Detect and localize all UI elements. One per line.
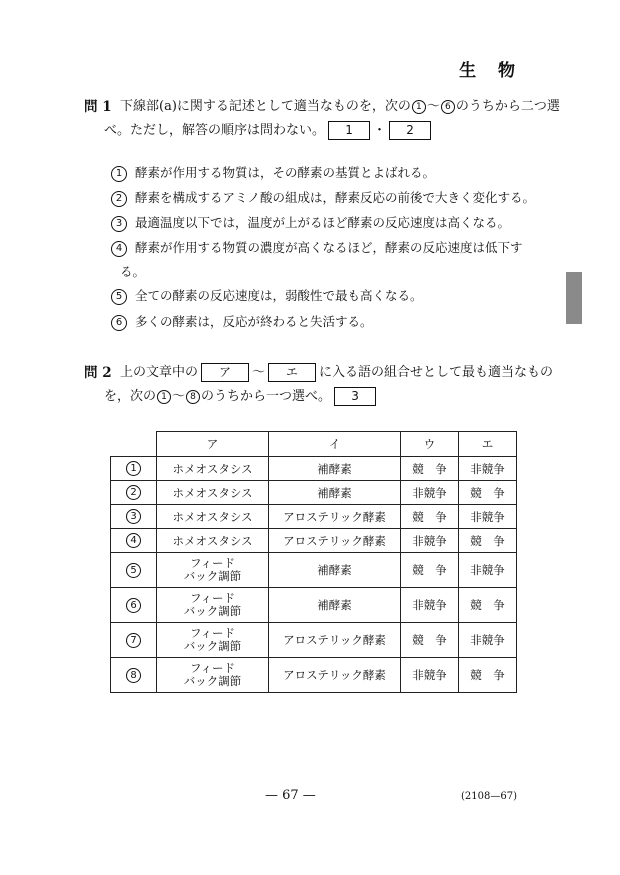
document-code: (2108—67) bbox=[461, 791, 517, 802]
cell-u: 非競争 bbox=[401, 588, 459, 623]
row-number-cell bbox=[111, 623, 157, 658]
q1-stem-text-c: べ。ただし，解答の順序は問わない。 bbox=[104, 123, 326, 138]
q2-range-end: 8 bbox=[186, 390, 200, 404]
option-text: 最適温度以下では，温度が上がるほど酵素の反応速度は高くなる。 bbox=[135, 215, 511, 230]
side-index-tab bbox=[566, 272, 582, 324]
cell-u: 非競争 bbox=[401, 529, 459, 553]
option-number: 2 bbox=[111, 191, 127, 207]
option-number: 6 bbox=[111, 315, 127, 331]
cell-a bbox=[157, 658, 269, 693]
cell-i: 補酵素 bbox=[269, 553, 401, 588]
q1-answer-box-2[interactable]: 2 bbox=[389, 121, 431, 140]
row-number-cell bbox=[111, 553, 157, 588]
row-number: 5 bbox=[126, 563, 141, 578]
option-number: 1 bbox=[111, 166, 127, 182]
row-number: 7 bbox=[126, 633, 141, 648]
q2-range-start: 1 bbox=[157, 390, 171, 404]
q1-option bbox=[110, 163, 435, 182]
option-text: 酵素が作用する物質は，その酵素の基質とよばれる。 bbox=[135, 165, 436, 180]
answer-choice-table bbox=[110, 431, 517, 693]
cell-e: 非競争 bbox=[459, 457, 517, 481]
table-header-i: イ bbox=[269, 432, 401, 457]
q1-option bbox=[110, 238, 523, 257]
cell-a-line1: フィード bbox=[189, 626, 236, 640]
option-text: 全ての酵素の反応速度は，弱酸性で最も高くなる。 bbox=[135, 288, 423, 303]
q2-answer-box-3[interactable]: 3 bbox=[334, 387, 376, 406]
cell-i: 補酵素 bbox=[269, 457, 401, 481]
cell-a-line2: バック調節 bbox=[183, 569, 242, 583]
row-number: 2 bbox=[126, 485, 141, 500]
option-text: 多くの酵素は，反応が終わると失活する。 bbox=[135, 314, 373, 329]
table-row bbox=[111, 623, 517, 658]
cell-i: 補酵素 bbox=[269, 588, 401, 623]
row-number: 3 bbox=[126, 509, 141, 524]
q1-stem-text-a: 下線部(a)に関する記述として適当なものを，次の bbox=[120, 99, 411, 114]
row-number: 8 bbox=[126, 668, 141, 683]
row-number-cell bbox=[111, 658, 157, 693]
option-text: 酵素を構成するアミノ酸の組成は，酵素反応の前後で大きく変化する。 bbox=[135, 190, 536, 205]
q1-label: 問 1 bbox=[84, 99, 112, 115]
cell-a: ホメオスタシス bbox=[157, 529, 269, 553]
cell-a: ホメオスタシス bbox=[157, 457, 269, 481]
cell-a-line1: フィード bbox=[189, 556, 236, 570]
table-header-e: エ bbox=[459, 432, 517, 457]
table-row bbox=[111, 529, 517, 553]
row-number: 1 bbox=[126, 461, 141, 476]
row-number-cell bbox=[111, 505, 157, 529]
q1-option bbox=[110, 286, 423, 305]
q2-stem-line2 bbox=[104, 385, 379, 406]
cell-i: アロステリック酵素 bbox=[269, 529, 401, 553]
table-row bbox=[111, 658, 517, 693]
q1-range-tilde: ～ bbox=[426, 99, 440, 114]
q2-blank-a-box: ア bbox=[201, 363, 249, 382]
q2-stem-text-a: 上の文章中の bbox=[120, 365, 199, 380]
table-header-a: ア bbox=[157, 432, 269, 457]
q1-answer-separator: ・ bbox=[373, 123, 387, 138]
cell-a bbox=[157, 588, 269, 623]
q2-stem-text-c: を，次の bbox=[104, 389, 157, 404]
q1-option bbox=[110, 312, 373, 331]
q2-stem-line1 bbox=[120, 361, 553, 382]
table-row bbox=[111, 481, 517, 505]
cell-a bbox=[157, 623, 269, 658]
q2-stem-text-b: に入る語の組合せとして最も適当なもの bbox=[319, 365, 554, 380]
cell-u: 競 争 bbox=[401, 505, 459, 529]
q1-option bbox=[110, 188, 535, 207]
row-number-cell bbox=[111, 529, 157, 553]
q2-blank-e-box: エ bbox=[268, 363, 316, 382]
cell-a-line1: フィード bbox=[189, 661, 236, 675]
cell-a-line1: フィード bbox=[189, 591, 236, 605]
row-number-cell bbox=[111, 481, 157, 505]
q2-range-tilde: ～ bbox=[252, 365, 266, 380]
table-header-u: ウ bbox=[401, 432, 459, 457]
row-number: 6 bbox=[126, 598, 141, 613]
cell-u: 非競争 bbox=[401, 658, 459, 693]
cell-e: 非競争 bbox=[459, 623, 517, 658]
q1-answer-box-1[interactable]: 1 bbox=[328, 121, 370, 140]
row-number-cell bbox=[111, 588, 157, 623]
cell-a-line2: バック調節 bbox=[183, 604, 242, 618]
cell-i: アロステリック酵素 bbox=[269, 505, 401, 529]
row-number-cell bbox=[111, 457, 157, 481]
cell-u: 非競争 bbox=[401, 481, 459, 505]
table-corner bbox=[111, 432, 157, 457]
subject-title: 生 物 bbox=[459, 61, 523, 81]
option-number: 4 bbox=[111, 241, 127, 257]
cell-u: 競 争 bbox=[401, 553, 459, 588]
cell-a bbox=[157, 553, 269, 588]
q2-label: 問 2 bbox=[84, 365, 112, 381]
cell-a: ホメオスタシス bbox=[157, 505, 269, 529]
q1-range-end: 6 bbox=[441, 100, 455, 114]
q1-option bbox=[110, 213, 510, 232]
q1-stem-text-b: のうちから二つ選 bbox=[455, 99, 560, 114]
cell-i: アロステリック酵素 bbox=[269, 623, 401, 658]
page-number: — 67 — bbox=[265, 788, 316, 803]
cell-i: アロステリック酵素 bbox=[269, 658, 401, 693]
table-row bbox=[111, 588, 517, 623]
cell-u: 競 争 bbox=[401, 457, 459, 481]
q2-stem-text-d: のうちから一つ選べ。 bbox=[201, 389, 332, 404]
option-number: 5 bbox=[111, 289, 127, 305]
cell-u: 競 争 bbox=[401, 623, 459, 658]
option-number: 3 bbox=[111, 216, 127, 232]
q1-stem-line1 bbox=[120, 95, 560, 114]
option-text: 酵素が作用する物質の濃度が高くなるほど，酵素の反応速度は低下す bbox=[135, 240, 523, 255]
q2-range-tilde-2: ～ bbox=[172, 389, 186, 404]
cell-e: 非競争 bbox=[459, 553, 517, 588]
cell-i: 補酵素 bbox=[269, 481, 401, 505]
row-number: 4 bbox=[126, 533, 141, 548]
table-row bbox=[111, 505, 517, 529]
cell-a: ホメオスタシス bbox=[157, 481, 269, 505]
cell-e: 非競争 bbox=[459, 505, 517, 529]
q1-option-continuation: る。 bbox=[120, 264, 146, 279]
cell-e: 競 争 bbox=[459, 529, 517, 553]
q1-stem-line2 bbox=[104, 119, 434, 140]
cell-e: 競 争 bbox=[459, 658, 517, 693]
cell-e: 競 争 bbox=[459, 588, 517, 623]
q1-range-start: 1 bbox=[412, 100, 426, 114]
cell-e: 競 争 bbox=[459, 481, 517, 505]
table-row bbox=[111, 457, 517, 481]
cell-a-line2: バック調節 bbox=[183, 674, 242, 688]
table-row bbox=[111, 553, 517, 588]
cell-a-line2: バック調節 bbox=[183, 639, 242, 653]
